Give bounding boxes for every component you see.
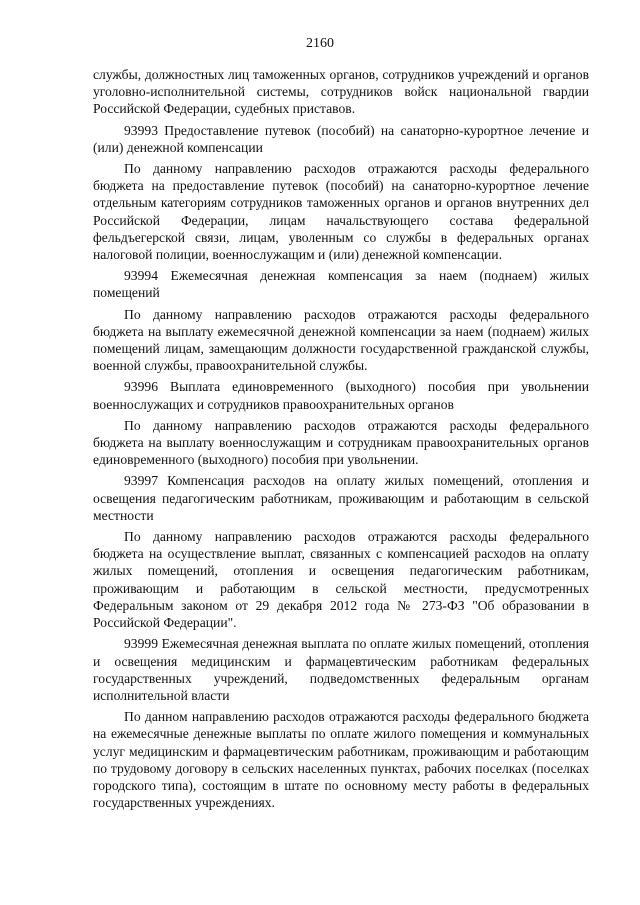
paragraph-body: По данному направлению расходов отражаются расходы федерального бюджета на выплату военнослужащим и сотрудникам правоохранительных органов единовременного (выходного) пособия при увольнении. [93,417,589,468]
section-heading-93999: 93999 Ежемесячная денежная выплата по оплате жилых помещений, отопления и освещения медицинским и фармацевтическим работникам федеральных государственных учреждений, подведомственных федеральным органам исполнительной власти [93,636,589,703]
document-body [93,66,589,815]
section-heading-93996: 93996 Выплата единовременного (выходного) пособия при увольнении военнослужащих и сотрудников правоохранительных органов [93,379,589,412]
paragraph-body: По данному направлению расходов отражаются расходы федерального бюджета на предоставление путевок (пособий) на санаторно-курортное лечение отдельным категориям сотрудников таможенных органов и органов внутренних дел Российской Федерации, лицам начальствующего состава федеральной фельдъегерской связи, лицам, уволенным со службы в федеральных органах налоговой полиции, военнослужащим и (или) денежной компенсации. [93,161,589,263]
paragraph-body: По данном направлению расходов отражаются расходы федерального бюджета на ежемесячные денежные выплаты по оплате жилого помещения и коммунальных услуг медицинским и фармацевтическим работникам, проживающим и работающим по трудовому договору в сельских населенных пунктах, рабочих поселках (поселках городского типа), состоящим в штате по основному месту работы в федеральных государственных учреждениях. [93,709,589,811]
paragraph-continuation: службы, должностных лиц таможенных органов, сотрудников учреждений и органов уголовно-исполнительной системы, сотрудников войск национальной гвардии Российской Федерации, судебных приставов. [93,67,589,117]
section-heading-93994: 93994 Ежемесячная денежная компенсация за наем (поднаем) жилых помещений [93,268,589,301]
section-heading-93997: 93997 Компенсация расходов на оплату жилых помещений, отопления и освещения педагогическим работникам, проживающим и работающим в сельской местности [93,473,589,523]
paragraph-body: По данному направлению расходов отражаются расходы федерального бюджета на осуществление выплат, связанных с компенсацией расходов на оплату жилых помещений, отопления и освещения педагогическим работникам, проживающим и работающим в сельской местности, предусмотренных Федеральным законом от 29 декабря 2012 года № 273-ФЗ "Об образовании в Российской Федерации". [93,529,589,631]
paragraph-body: По данному направлению расходов отражаются расходы федерального бюджета на выплату ежемесячной денежной компенсации за наем (поднаем) жилых помещений лицам, замещающим должности государственной гражданской службы, военной службы, правоохранительной службы. [93,306,589,374]
page-number: 2160 [306,36,334,51]
section-heading-93993: 93993 Предоставление путевок (пособий) на санаторно-курортное лечение и (или) денежной компенсации [93,122,589,155]
